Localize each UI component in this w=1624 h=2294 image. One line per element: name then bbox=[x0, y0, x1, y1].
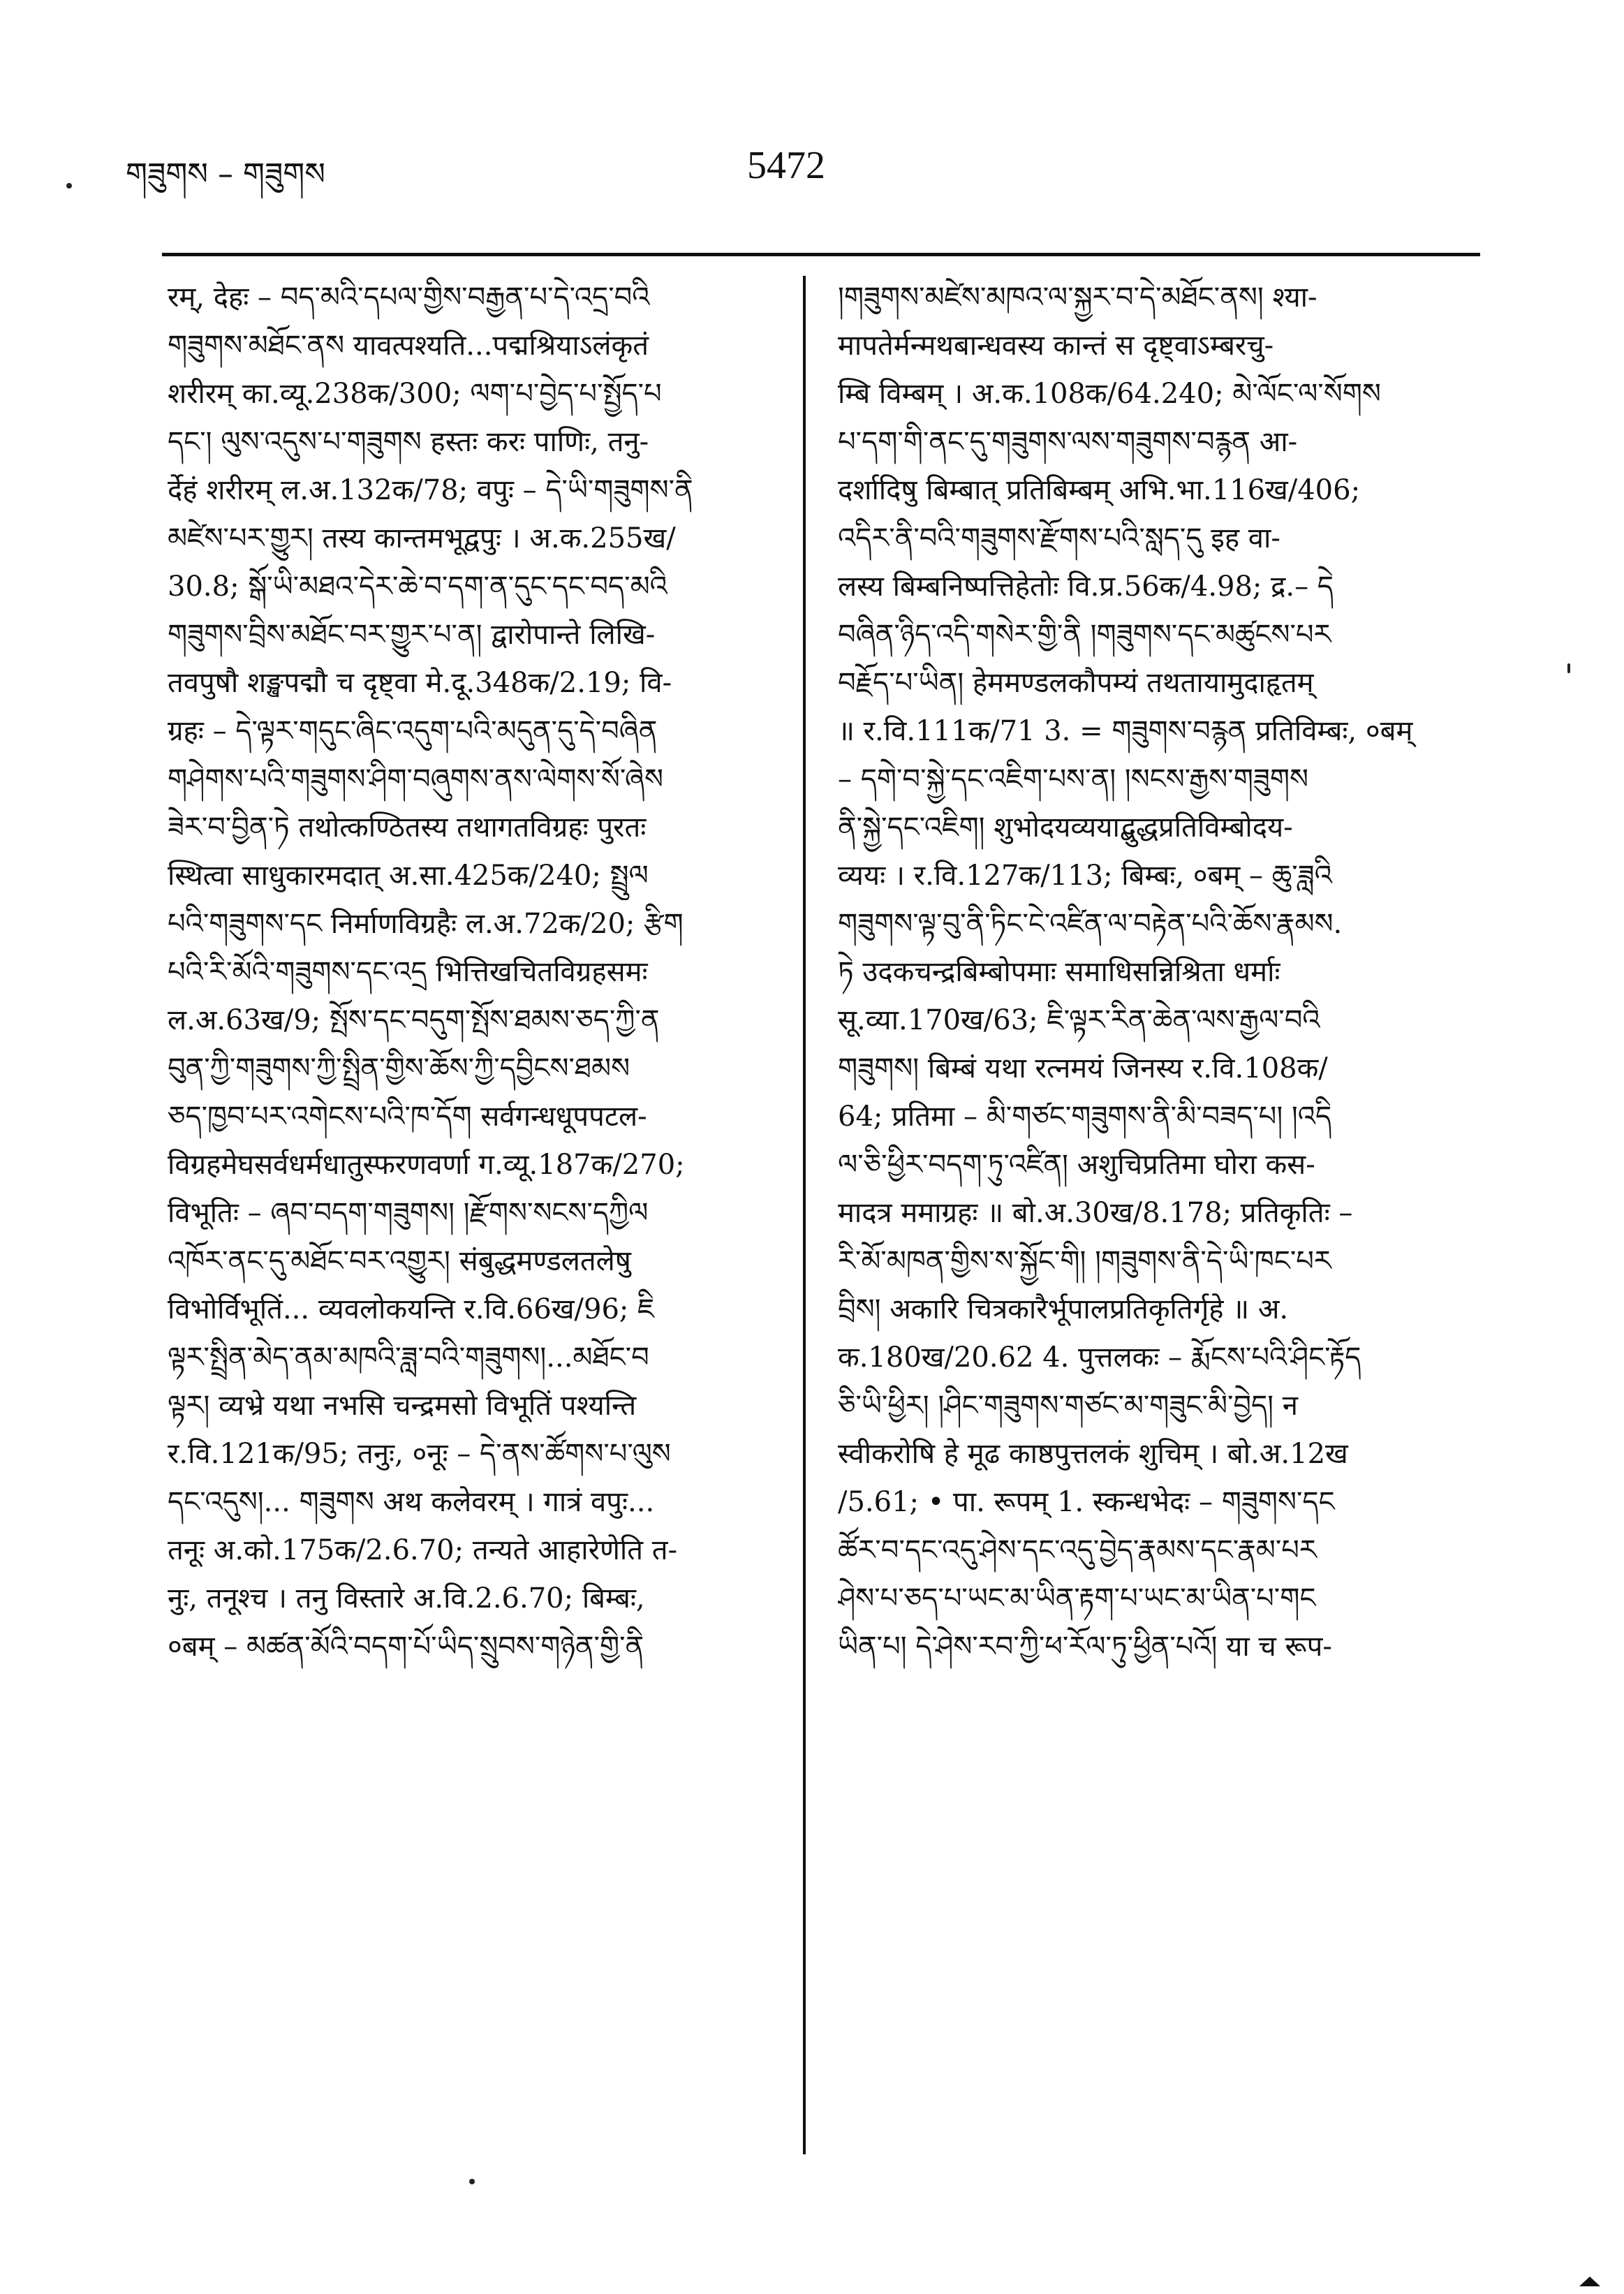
text-line: 30.8; སྒོ་ཡི་མཐའ་དེར་ཆེ་བ་དག་ན་དུང་དང་བད་མའི bbox=[168, 571, 667, 603]
text-line: རི་མོ་མཁན་གྱིས་ས་སྐྱོང་གི། །གཟུགས་ནི་དེ་ཡི་ཁང་པར bbox=[838, 1245, 1331, 1277]
text-line: लस्य बिम्बनिष्पत्तिहेतोः वि.प्र.56क/4.98; द्र.– དེ bbox=[838, 571, 1334, 603]
text-line: པའི་གཟུགས་དང निर्माणविग्रहैः ल.अ.72क/20; རྩིག bbox=[168, 908, 684, 940]
running-head: གཟུགས – གཟུགས bbox=[126, 156, 325, 192]
text-line: ལ་ཅི་ཕྱིར་བདག་ཏུ་འཛིན། अशुचिप्रतिमा घोरा कस- bbox=[838, 1149, 1315, 1181]
text-line: ལྟར་སྤྲིན་མེད་ནམ་མཁའི་ཟླ་བའི་གཟུགས།...མཐོང་བ bbox=[168, 1341, 649, 1374]
text-line: ཤེས་པ་ཅད་པ་ཡང་མ་ཡིན་རྟག་པ་ཡང་མ་ཡིན་པ་གང bbox=[838, 1582, 1316, 1615]
text-line: र.वि.121क/95; तनुः, ०नूः – དེ་ནས་ཚོགས་པ་ལུས bbox=[168, 1438, 671, 1470]
text-line: པའི་རི་མོའི་གཟུགས་དང་འདྲ भित्तिखचितविग्रहसमः bbox=[168, 956, 648, 988]
text-line: व्ययः । र.वि.127क/113; बिम्बः, ०बम् – ཆུ་ཟླའི bbox=[838, 860, 1332, 892]
text-line: བུན་ཀྱི་གཟུགས་ཀྱི་སྤྲིན་གྱིས་ཆོས་ཀྱི་དབྱིངས་ཐམས bbox=[168, 1052, 630, 1084]
corner-mark bbox=[1579, 2277, 1600, 2286]
right-column bbox=[838, 274, 1466, 1671]
text-line: པ་དག་གི་ནང་དུ་གཟུགས་ལས་གཟུགས་བརྙན आ- bbox=[838, 426, 1298, 458]
scan-speck bbox=[1567, 663, 1570, 673]
left-column bbox=[168, 274, 796, 1671]
text-line: /5.61; • पा. रूपम् 1. स्कन्धभेदः – གཟུགས་དང bbox=[838, 1486, 1335, 1518]
text-line: དང་། ལུས་འདུས་པ་གཟུགས हस्तः करः पाणिः, तनु- bbox=[168, 426, 649, 458]
text-line: विग्रहमेघसर्वधर्मधातुस्फरणवर्णा ग.व्यू.187क/270; bbox=[168, 1149, 685, 1181]
text-line: दर्शादिषु बिम्बात् प्रतिबिम्बम् अभि.भा.116ख/406; bbox=[838, 474, 1361, 506]
text-line: स्थित्वा साधुकारमदात् अ.सा.425क/240; སྤྲུལ bbox=[168, 860, 649, 892]
column-divider bbox=[803, 276, 806, 2154]
text-line: བཞིན་ཉིད་འདི་གསེར་གྱི་ནི །གཟུགས་དང་མཚུངས་པར bbox=[838, 619, 1331, 651]
text-line: གཟུགས་མཐོང་ནས यावत्पश्यति...पद्मश्रियाऽलंकृतं bbox=[168, 330, 649, 362]
text-line: र्देहं शरीरम् ल.अ.132क/78; वपुः – དེ་ཡི་གཟུགས་ནི bbox=[168, 474, 693, 506]
text-line: ०बम् – མཚན་མོའི་བདག་པོ་ཡིད་སྲུབས་གཉེན་གྱི་ནི bbox=[168, 1631, 644, 1663]
scan-speck bbox=[469, 2179, 475, 2184]
text-line: नुः, तनूश्च । तनु विस्तारे अ.वि.2.6.70; बिम्बः, bbox=[168, 1582, 645, 1615]
text-line: བྲིས། अकारि चित्रकारैर्भूपालप्रतिकृतिर्गृहे ॥ अ. bbox=[838, 1293, 1289, 1325]
text-line: ཚོར་བ་དང་འདུ་ཤེས་དང་འདུ་བྱེད་རྣམས་དང་རྣམ་པར bbox=[838, 1534, 1317, 1566]
text-line: ཏེ उदकचन्द्रबिम्बोपमाः समाधिसन्निश्रिता धर्माः bbox=[838, 956, 1280, 988]
text-line: ཅི་ཡི་ཕྱིར། །ཤིང་གཟུགས་གཙང་མ་གཟུང་མི་བྱེད། न bbox=[838, 1390, 1298, 1422]
text-line: तवपुषौ शङ्खपद्मौ च दृष्ट्वा मे.दू.348क/2.19; वि- bbox=[168, 667, 672, 699]
text-line: ल.अ.63ख/9; སྤོས་དང་བདུག་སྤོས་ཐམས་ཅད་ཀྱི་ན bbox=[168, 1004, 660, 1036]
text-line: གཟུགས་བྲིས་མཐོང་བར་གྱུར་པ་ན། द्वारोपान्ते लिखि- bbox=[168, 619, 656, 651]
text-line: मादत्र ममाग्रहः ॥ बो.अ.30ख/8.178; प्रतिकृतिः – bbox=[838, 1197, 1353, 1229]
text-line: विभूतिः – ཞབ་བདག་གཟུགས། །རྫོགས་སངས་དཀྱིལ bbox=[168, 1197, 649, 1229]
text-line: དང་འདུས།... གཟུགས अथ कलेवरम् । गात्रं वपुः... bbox=[168, 1486, 655, 1518]
text-line: – དགེ་བ་སྐྱེ་དང་འཇིག་པས་ན། །སངས་རྒྱས་གཟུགས bbox=[838, 763, 1308, 795]
text-line: ཡིན་པ། དེ་ཤེས་རབ་ཀྱི་ཕ་རོལ་ཏུ་ཕྱིན་པའོ། या च रूप- bbox=[838, 1631, 1332, 1663]
text-line: ॥ र.वि.111क/71 3. = གཟུགས་བརྙན प्रतिविम्बः, ०बम् bbox=[838, 715, 1413, 747]
text-line: ནི་སྐྱེ་དང་འཇིག། शुभोदयव्ययाद्बुद्धप्रतिविम्बोदय- bbox=[838, 811, 1293, 844]
text-line: तनूः अ.को.175क/2.6.70; तन्यते आहारेणेति त- bbox=[168, 1534, 678, 1566]
text-line: विभोर्विभूतिं... व्यवलोकयन्ति र.वि.66ख/96; ཇི bbox=[168, 1293, 655, 1325]
text-line: 64; प्रतिमा – མི་གཙང་གཟུགས་ནི་མི་བཟད་པ། །འདི bbox=[838, 1101, 1332, 1133]
text-line: འདིར་ནི་བའི་གཟུགས་རྫོགས་པའི་སླད་དུ इह वा- bbox=[838, 522, 1280, 554]
text-line: क.180ख/20.62 4. पुत्तलकः – རྨོངས་པའི་ཤིང་རྟོད bbox=[838, 1341, 1361, 1374]
text-line: བརྗོད་པ་ཡིན། हेममण्डलकौपम्यं तथतायामुदाहृतम् bbox=[838, 667, 1314, 699]
text-line: मापतेर्मन्मथबान्धवस्य कान्तं स दृष्ट्वाऽम्बरचु- bbox=[838, 330, 1274, 362]
text-line: འཁོར་ནང་དུ་མཐོང་བར་འགྱུར། संबुद्धमण्डलतलेषु bbox=[168, 1245, 631, 1277]
text-line: གཟུགས་ལྟ་བུ་ནི་ཏིང་ངེ་འཛིན་ལ་བརྟེན་པའི་ཆོས་རྣམས. bbox=[838, 908, 1343, 940]
text-line: ཅད་ཁྱབ་པར་འགེངས་པའི་ཁ་དོག सर्वगन्धधूपपटल- bbox=[168, 1101, 647, 1133]
page-number: 5472 bbox=[747, 144, 825, 187]
text-line: གཟུགས། बिम्बं यथा रत्नमयं जिनस्य र.वि.108क/ bbox=[838, 1052, 1328, 1084]
text-line: ग्रहः – དེ་ལྟར་གདུང་ཞིང་འདུག་པའི་མདུན་དུ་དེ་བཞིན bbox=[168, 715, 658, 747]
text-line: ཟེར་བ་བྱིན་ཏེ तथोत्कण्ठितस्य तथागतविग्रहः पुरतः bbox=[168, 811, 647, 844]
text-line: स्वीकरोषि हे मूढ काष्ठपुत्तलकं शुचिम् । बो.अ.12ख bbox=[838, 1438, 1348, 1470]
text-line: མཛེས་པར་གྱུར། तस्य कान्तमभूद्वपुः । अ.क.255ख/ bbox=[168, 522, 676, 554]
text-line: शरीरम् का.व्यू.238क/300; ལག་པ་བྱེད་པ་སྤྱོད་པ bbox=[168, 378, 662, 410]
text-line: ལྟར། व्यभ्रे यथा नभसि चन्द्रमसो विभूतिं पश्यन्ति bbox=[168, 1390, 637, 1422]
text-line: रम्, देहः – བད་མའི་དཔལ་གྱིས་བརྒྱན་པ་དེ་འདྲ་བའི bbox=[168, 281, 650, 314]
text-line: གཤེགས་པའི་གཟུགས་ཤིག་བཞུགས་ནས་ལེགས་སོ་ཞེས bbox=[168, 763, 664, 795]
header-rule bbox=[162, 253, 1480, 256]
text-line: सू.व्या.170ख/63; ཇི་ལྟར་རིན་ཆེན་ལས་རྒྱལ་བའི bbox=[838, 1004, 1320, 1036]
text-line: म्बि विम्बम् । अ.क.108क/64.240; མེ་ལོང་ལ་སོགས bbox=[838, 378, 1381, 410]
scan-speck bbox=[66, 183, 72, 189]
text-line: །གཟུགས་མཛེས་མཁའ་ལ་སྐྱར་བ་དེ་མཐོང་ནས། श्या- bbox=[838, 281, 1317, 314]
